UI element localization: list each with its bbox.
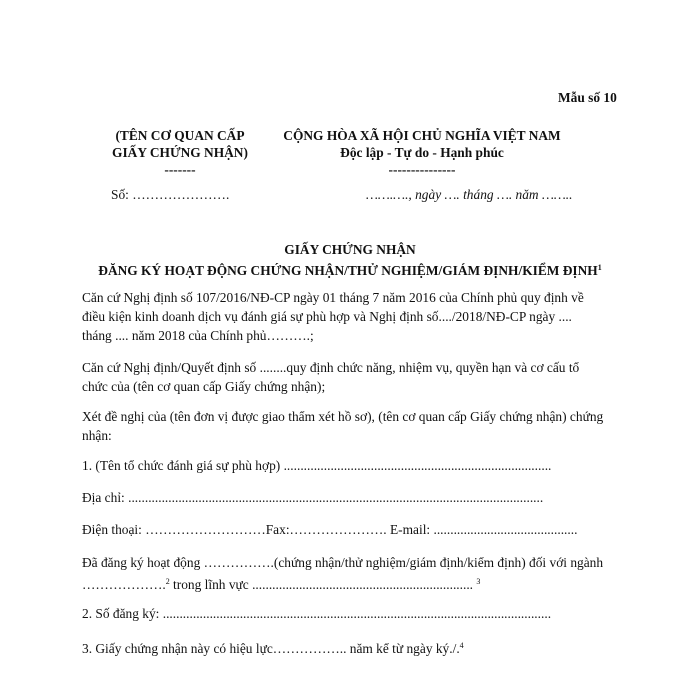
date-line: …….…., ngày …. tháng …. năm ……..: [366, 187, 573, 202]
document-title: [60, 241, 640, 280]
country-name: CỘNG HÒA XÃ HỘI CHỦ NGHĨA VIỆT NAM: [283, 128, 561, 143]
address-line: Địa chỉ: ............................................................................................................................: [82, 490, 544, 505]
title-line1: GIẤY CHỨNG NHẬN: [284, 242, 416, 257]
legal-basis-2: Căn cứ Nghị định/Quyết định số ........quy định chức năng, nhiệm vụ, quyền hạn và cơ cấu tổ chức của (tên cơ quan cấp Giấy chứng nhận);: [82, 360, 580, 394]
item-registration-number: 2. Số đăng ký: ....................................................................................................................: [82, 606, 552, 621]
national-header-block: [272, 127, 572, 178]
form-number: Mẫu số 10: [558, 90, 617, 105]
footnote-marker-1: 1: [597, 263, 602, 272]
item-validity: 3. Giấy chứng nhận này có hiệu lực…………….. năm kể từ ngày ký./.$^4$: [82, 641, 464, 656]
item-organization-name: 1. (Tên tổ chức đánh giá sự phù hợp) ................................................................................: [82, 458, 552, 473]
footnote-marker-2: 2: [165, 577, 170, 586]
consideration-paragraph: Xét đề nghị của (tên đơn vị được giao thẩm xét hồ sơ), (tên cơ quan cấp Giấy chứng nhận) chứng nhận:: [82, 409, 604, 443]
legal-basis-1: Căn cứ Nghị định số 107/2016/NĐ-CP ngày 01 tháng 7 năm 2016 của Chính phủ quy định về điều kiện kinh doanh dịch vụ đánh giá sự phù hợp và Nghị định số..../2018/NĐ-CP ngày .... tháng .... năm 2018 của Chính phủ……….;: [82, 290, 584, 343]
agency-name-line2: GIẤY CHỨNG NHẬN): [112, 145, 248, 160]
document-number: Số: ………………….: [111, 187, 230, 202]
title-line2: ĐĂNG KÝ HOẠT ĐỘNG CHỨNG NHẬN/THỬ NGHIỆM/GIÁM ĐỊNH/KIỂM ĐỊNH$^1$: [98, 263, 602, 278]
registration-paragraph: Đã đăng ký hoạt động …………….(chứng nhận/thử nghiệm/giám định/kiểm định) đối với ngành ……………….$^2$ trong lĩnh vực .................................................................. $^3$: [82, 555, 604, 592]
footnote-marker-3: 3: [476, 577, 481, 586]
agency-name-block: [90, 127, 270, 178]
national-motto: Độc lập - Tự do - Hạnh phúc: [340, 145, 504, 160]
agency-divider: -------: [164, 162, 196, 177]
contact-line: Điện thoại: ………………………Fax:…………………. E-mail: ...........................................: [82, 522, 578, 537]
motto-divider: ---------------: [388, 162, 456, 177]
agency-name-line1: (TÊN CƠ QUAN CẤP: [115, 128, 245, 143]
footnote-marker-4: 4: [459, 641, 464, 650]
